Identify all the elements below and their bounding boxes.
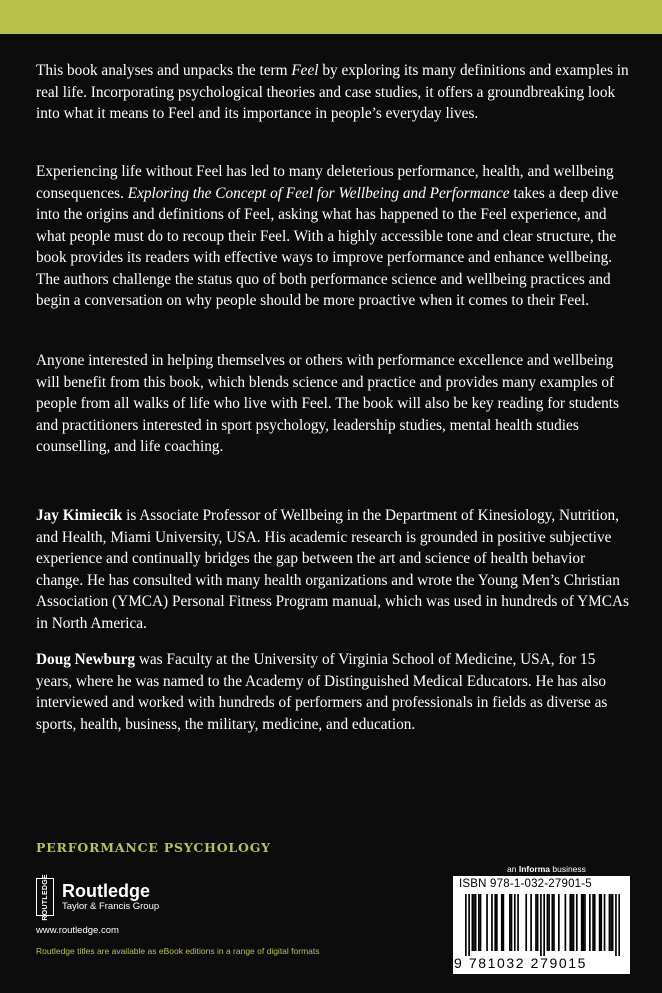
barcode-bar: [612, 894, 614, 951]
barcode-bar: [540, 894, 542, 956]
routledge-mark-icon: ROUTLEDGE: [36, 878, 54, 916]
barcode-bar: [480, 894, 482, 951]
author-name: Doug Newburg: [36, 651, 136, 668]
barcode-bar: [589, 894, 591, 951]
barcode-bar: [501, 894, 503, 951]
barcode-bar: [553, 894, 555, 951]
barcode-bar: [594, 894, 596, 951]
publisher-group: Taylor & Francis Group: [62, 901, 160, 912]
barcode-bar: [530, 894, 532, 951]
barcode-bar: [468, 894, 470, 956]
barcode-bar: [581, 894, 583, 951]
barcode-bar: [551, 894, 553, 951]
author-bio-2: Doug Newburg was Faculty at the University of Virginia School of Medicine, USA, for 15 years, where he was named to the Academy of Distinguished Medical Educators. He has also interviewed and worked with hundreds of performers and professionals in fields as diverse as sports, health, business, the military, medicine, and education.: [36, 651, 608, 733]
barcode-bar: [535, 894, 537, 951]
barcode-bar: [569, 894, 571, 951]
barcode-box: [453, 876, 630, 974]
publisher-website: www.routledge.com: [36, 925, 119, 936]
barcode-bar: [610, 894, 612, 951]
barcode-bar: [503, 894, 505, 951]
barcode-bar: [494, 894, 496, 951]
description-paragraph-3: Anyone interested in helping themselves or others with performance excellence and wellbeing will benefit from this book, which blends science and practice and provides many examples of people from all walks of life who live with Feel. The book will also be key reading for students and practitioners interested in sport psychology, leadership studies, mental health studies counselling, and life coaching.: [36, 352, 619, 455]
barcode-bar: [537, 894, 539, 951]
barcode-bar: [584, 894, 586, 951]
barcode-bar: [592, 894, 594, 951]
book-title: Exploring the Concept of Feel for Wellbeing and Performance: [127, 184, 510, 202]
barcode-bar: [547, 894, 549, 951]
author-name: Jay Kimiecik: [36, 507, 123, 524]
barcode-bar: [600, 894, 602, 951]
barcode-bar: [565, 894, 567, 951]
barcode-bar: [618, 894, 620, 956]
barcode-bar: [475, 894, 477, 951]
barcode-bar: [543, 894, 545, 956]
barcode-bar: [615, 894, 617, 956]
barcode-digits: 9 781032 279015: [454, 955, 587, 971]
barcode-bar: [609, 894, 611, 951]
publisher-logo: [36, 873, 160, 921]
barcode-bar: [473, 894, 475, 951]
barcode-bar: [573, 894, 575, 951]
description-paragraph-1: This book analyses and unpacks the term Feel by exploring its many definitions and examples in real life. Incorporating psychological theories and case studies, it offers a groundbreaking look into what it means to Feel and its importance in people’s everyday lives.: [36, 62, 629, 122]
barcode-bar: [582, 894, 584, 951]
informa-business-line: an Informa business: [507, 864, 586, 874]
series-name: PERFORMANCE PSYCHOLOGY: [36, 840, 271, 855]
barcode-bar: [511, 894, 513, 951]
publisher-name: Routledge: [62, 881, 150, 901]
barcode-bar: [576, 894, 578, 951]
isbn-label: ISBN 978-1-032-27901-5: [459, 878, 592, 890]
barcode-bar: [548, 894, 550, 951]
ebook-note: Routledge titles are available as eBook editions in a range of digital formats: [36, 946, 320, 956]
author-bio-1: Jay Kimiecik is Associate Professor of Wellbeing in the Department of Kinesiology, Nutrition, and Health, Miami University, USA. His academic research is grounded in positive subjective experience and continually bridges the gap between the art and science of health behavior change. He has consulted with many health organizations and wrote the Young Men’s Christian Association (YMCA) Personal Fitness Program manual, which was used in hundreds of YMCAs in North America.: [36, 507, 629, 632]
barcode-bar: [478, 894, 480, 951]
barcode-bar: [496, 894, 498, 951]
barcode-bar: [486, 894, 488, 951]
barcode-bar: [525, 894, 527, 951]
barcode-bar: [509, 894, 511, 951]
barcode-bar: [514, 894, 516, 951]
top-accent-bar: [0, 0, 662, 34]
barcode-bar: [465, 894, 467, 956]
barcode-bar: [472, 894, 474, 951]
barcode-icon: [465, 894, 620, 956]
barcode-bar: [604, 894, 606, 951]
barcode-bar: [491, 894, 493, 951]
barcode-bar: [571, 894, 573, 951]
barcode-bar: [558, 894, 560, 951]
description-paragraph-2: Experiencing life without Feel has led to many deleterious performance, health, and wellbeing consequences. Exploring the Concept of Feel for Wellbeing and Performance takes a deep dive into the origins and definitions of Feel, asking what has happened to the Feel experience, and what people must do to recoup their Feel. With a highly accessible tone and clear structure, the book provides its readers with effective ways to improve performance and enhance wellbeing. The authors challenge the status quo of both performance science and wellbeing practices and begin a conversation on why people should be more proactive when it comes to their Feel.: [36, 163, 619, 309]
barcode-bar: [599, 894, 601, 951]
barcode-bar: [517, 894, 519, 951]
